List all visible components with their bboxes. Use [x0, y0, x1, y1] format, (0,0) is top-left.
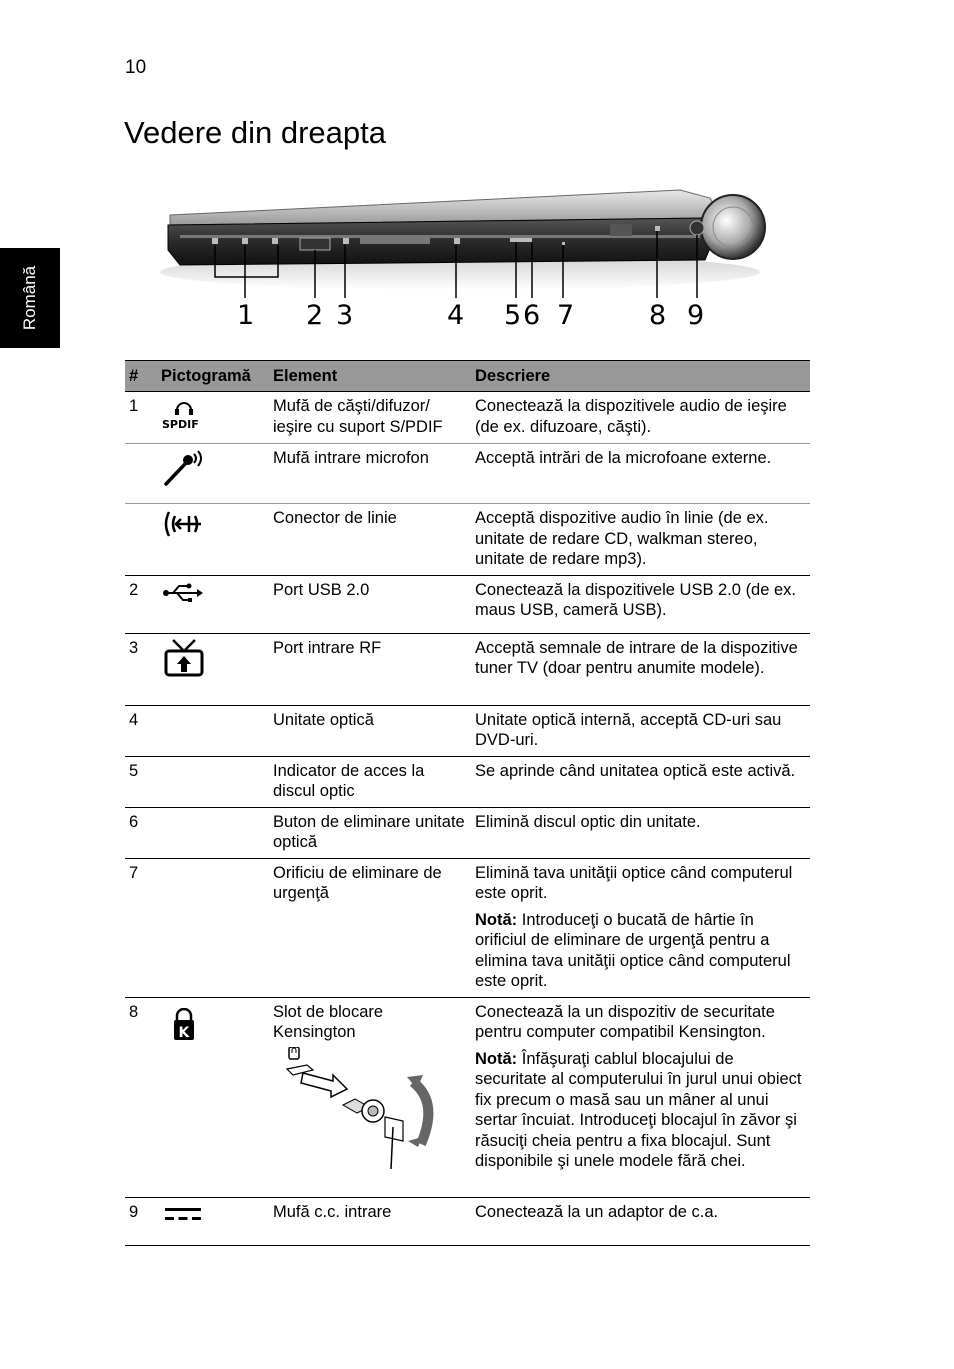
note-label: Notă:	[475, 910, 518, 929]
row-description: Conectează la un dispozitiv de securitate pentru computer compatibil Kensington.	[475, 1002, 775, 1041]
callout-3: 3	[336, 300, 354, 331]
row-num: 3	[125, 633, 157, 705]
row-description: Elimină discul optic din unitate.	[471, 807, 810, 858]
row-description: Unitate optică internă, acceptă CD-uri sau DVD-uri.	[471, 705, 810, 756]
dc-in-icon	[161, 1202, 207, 1226]
note-label: Notă:	[475, 1049, 518, 1068]
header-icon: Pictogramă	[157, 361, 269, 392]
kensington-lock-illustration	[273, 1047, 443, 1172]
table-row	[125, 504, 810, 576]
page-number: 10	[125, 57, 147, 78]
row-num: 6	[125, 807, 157, 858]
row-element: Mufă intrare microfon	[269, 444, 471, 504]
callout-5: 5	[504, 300, 522, 331]
callout-9: 9	[687, 300, 705, 331]
callout-1: 1	[237, 300, 255, 331]
callout-2: 2	[306, 300, 324, 331]
row-icon	[157, 705, 269, 756]
row-description: Se aprinde când unitatea optică este activă.	[471, 756, 810, 807]
kensington-lock-icon	[161, 1008, 207, 1044]
row-element: Orificiu de eliminare de urgenţă	[269, 858, 471, 997]
row-element-cell	[269, 997, 471, 1197]
row-icon	[157, 444, 269, 504]
row-element: Indicator de acces la discul optic	[269, 756, 471, 807]
language-tab-label: Română	[20, 265, 39, 331]
svg-text:K: K	[178, 1024, 190, 1041]
table-row	[125, 575, 810, 633]
header-num: #	[125, 361, 157, 392]
callout-8: 8	[649, 300, 667, 331]
row-description: Acceptă semnale de intrare de la dispozitive tuner TV (doar pentru anumite modele).	[471, 633, 810, 705]
row-num: 7	[125, 858, 157, 997]
row-element: Mufă de căşti/difuzor/ ieşire cu suport S/PDIF	[269, 392, 471, 444]
row-icon	[157, 858, 269, 997]
row-element: Buton de eliminare unitate optică	[269, 807, 471, 858]
table-row	[125, 858, 810, 997]
row-description: Conectează la un adaptor de c.a.	[471, 1197, 810, 1245]
table-row	[125, 633, 810, 705]
table-row	[125, 392, 810, 444]
table-row	[125, 997, 810, 1197]
usb-icon	[161, 580, 207, 606]
svg-text:SPDIF: SPDIF	[162, 418, 199, 430]
header-description: Descriere	[471, 361, 810, 392]
row-icon	[157, 392, 269, 444]
row-num: 9	[125, 1197, 157, 1245]
table-row	[125, 756, 810, 807]
row-note	[475, 1049, 806, 1172]
row-num: 8	[125, 997, 157, 1197]
ports-table	[125, 360, 810, 1246]
row-icon	[157, 504, 269, 576]
table-row	[125, 807, 810, 858]
row-element: Mufă c.c. intrare	[269, 1197, 471, 1245]
row-element: Port intrare RF	[269, 633, 471, 705]
line-in-icon	[161, 508, 207, 540]
row-icon	[157, 575, 269, 633]
callout-6: 6	[523, 300, 541, 331]
row-num: 2	[125, 575, 157, 633]
row-element: Slot de blocare Kensington	[273, 1002, 384, 1041]
row-element: Unitate optică	[269, 705, 471, 756]
table-header-row	[125, 361, 810, 392]
row-element: Port USB 2.0	[269, 575, 471, 633]
row-description: Acceptă intrări de la microfoane externe.	[471, 444, 810, 504]
row-icon	[157, 756, 269, 807]
row-num	[125, 504, 157, 576]
table-row	[125, 1197, 810, 1245]
rf-in-icon	[161, 638, 207, 678]
note-text: Înfăşuraţi cablul blocajului de securitate al computerului în jurul unui obiect fix precum o masă sau un mâner al unui sertar încuiat. Introduceţi blocajul în zăvor şi răsuciţi cheia pentru a fixa blocajul. Sunt disponibile şi unele modele fără chei.	[475, 1049, 802, 1170]
callout-7: 7	[557, 300, 575, 331]
row-icon	[157, 1197, 269, 1245]
row-note	[475, 910, 806, 992]
header-element: Element	[269, 361, 471, 392]
row-description: Conectează la dispozitivele USB 2.0 (de ex. maus USB, cameră USB).	[471, 575, 810, 633]
callout-4: 4	[447, 300, 465, 331]
row-description: Acceptă dispozitive audio în linie (de ex. unitate de redare CD, walkman stereo, unitate de redare mp3).	[471, 504, 810, 576]
table-row	[125, 705, 810, 756]
figure-callouts	[0, 300, 954, 340]
row-description: Conectează la dispozitivele audio de ieşire (de ex. difuzoare, căşti).	[471, 392, 810, 444]
row-element: Conector de linie	[269, 504, 471, 576]
microphone-icon	[161, 448, 207, 488]
row-description: Elimină tava unităţii optice când computerul este oprit.	[475, 863, 793, 902]
row-icon	[157, 633, 269, 705]
row-num: 4	[125, 705, 157, 756]
row-num: 5	[125, 756, 157, 807]
page-title: Vedere din dreapta	[124, 115, 386, 150]
row-description-cell	[471, 997, 810, 1197]
row-icon	[157, 807, 269, 858]
row-num: 1	[125, 392, 157, 444]
row-num	[125, 444, 157, 504]
table-row	[125, 444, 810, 504]
note-text: Introduceţi o bucată de hârtie în orificiul de eliminare de urgenţă pentru a elimina tava unităţii optice când computerul este oprit.	[475, 910, 791, 990]
row-description-cell	[471, 858, 810, 997]
headphones-spdif-icon	[161, 396, 207, 430]
row-icon	[157, 997, 269, 1197]
